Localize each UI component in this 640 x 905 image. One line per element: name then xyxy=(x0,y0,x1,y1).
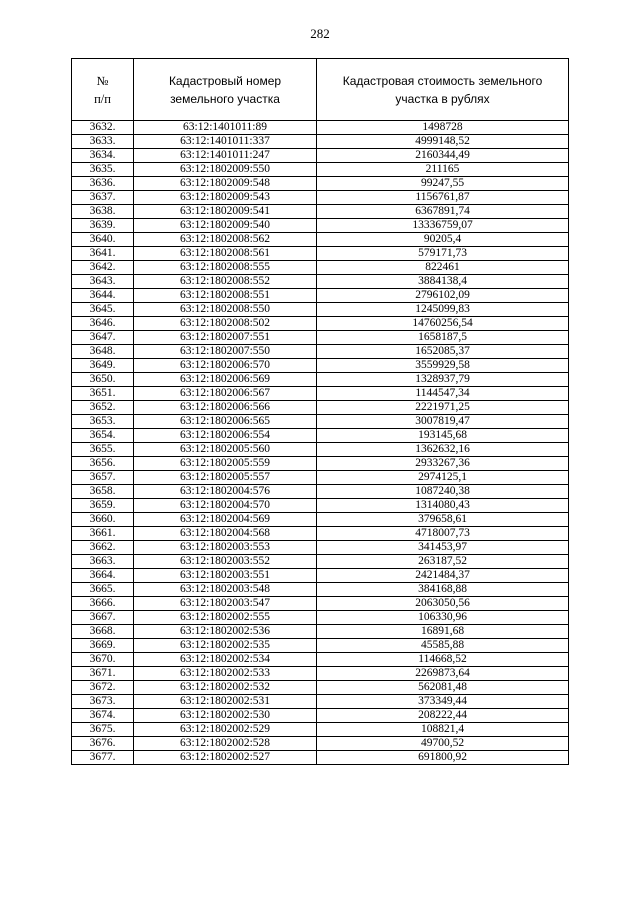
cadastral-value-cell: 1328937,79 xyxy=(317,373,569,387)
cadastral-number-cell: 63:12:1802002:532 xyxy=(134,681,317,695)
cadastral-number-cell: 63:12:1802002:528 xyxy=(134,737,317,751)
cadastral-number-cell: 63:12:1802008:561 xyxy=(134,247,317,261)
cadastral-number-cell: 63:12:1401011:89 xyxy=(134,121,317,135)
table-row xyxy=(72,723,569,737)
row-number-cell: 3675. xyxy=(72,723,134,737)
table-row xyxy=(72,681,569,695)
cadastral-number-cell: 63:12:1802007:550 xyxy=(134,345,317,359)
cadastral-value-cell: 1498728 xyxy=(317,121,569,135)
cadastral-value-cell: 4718007,73 xyxy=(317,527,569,541)
row-number-cell: 3677. xyxy=(72,751,134,765)
cadastral-value-cell: 3559929,58 xyxy=(317,359,569,373)
table-row xyxy=(72,751,569,765)
cadastral-number-cell: 63:12:1802003:553 xyxy=(134,541,317,555)
cadastral-value-cell: 1156761,87 xyxy=(317,191,569,205)
table-row xyxy=(72,345,569,359)
cadastral-number-cell: 63:12:1802009:550 xyxy=(134,163,317,177)
cadastral-number-cell: 63:12:1802008:550 xyxy=(134,303,317,317)
table-row xyxy=(72,275,569,289)
cadastral-value-cell: 6367891,74 xyxy=(317,205,569,219)
row-number-cell: 3644. xyxy=(72,289,134,303)
table-row xyxy=(72,555,569,569)
row-number-cell: 3672. xyxy=(72,681,134,695)
table-row xyxy=(72,331,569,345)
cadastral-number-cell: 63:12:1802008:562 xyxy=(134,233,317,247)
row-number-cell: 3637. xyxy=(72,191,134,205)
cadastral-value-cell: 1245099,83 xyxy=(317,303,569,317)
table-row xyxy=(72,317,569,331)
table-row xyxy=(72,541,569,555)
cadastral-number-cell: 63:12:1802008:502 xyxy=(134,317,317,331)
row-number-cell: 3645. xyxy=(72,303,134,317)
table-row xyxy=(72,303,569,317)
table-row xyxy=(72,135,569,149)
cadastral-value-cell: 341453,97 xyxy=(317,541,569,555)
header-cadastral-value xyxy=(317,59,569,121)
table-row xyxy=(72,709,569,723)
cadastral-number-cell: 63:12:1802008:555 xyxy=(134,261,317,275)
table-row xyxy=(72,261,569,275)
row-number-cell: 3643. xyxy=(72,275,134,289)
table-row xyxy=(72,289,569,303)
row-number-cell: 3648. xyxy=(72,345,134,359)
header-cadastral-number xyxy=(134,59,317,121)
cadastral-value-cell: 691800,92 xyxy=(317,751,569,765)
table-row xyxy=(72,653,569,667)
cadastral-value-cell: 384168,88 xyxy=(317,583,569,597)
cadastral-value-cell: 114668,52 xyxy=(317,653,569,667)
row-number-cell: 3656. xyxy=(72,457,134,471)
cadastral-number-cell: 63:12:1802002:535 xyxy=(134,639,317,653)
row-number-cell: 3632. xyxy=(72,121,134,135)
table-row xyxy=(72,387,569,401)
row-number-cell: 3657. xyxy=(72,471,134,485)
cadastral-number-cell: 63:12:1802002:527 xyxy=(134,751,317,765)
row-number-cell: 3633. xyxy=(72,135,134,149)
row-number-cell: 3647. xyxy=(72,331,134,345)
row-number-cell: 3653. xyxy=(72,415,134,429)
table-row xyxy=(72,373,569,387)
cadastral-number-cell: 63:12:1802005:557 xyxy=(134,471,317,485)
table-row xyxy=(72,219,569,233)
table-row xyxy=(72,443,569,457)
row-number-cell: 3642. xyxy=(72,261,134,275)
cadastral-value-cell: 263187,52 xyxy=(317,555,569,569)
row-number-cell: 3666. xyxy=(72,597,134,611)
cadastral-value-cell: 1087240,38 xyxy=(317,485,569,499)
cadastral-number-cell: 63:12:1802002:531 xyxy=(134,695,317,709)
cadastral-value-cell: 193145,68 xyxy=(317,429,569,443)
cadastral-value-cell: 49700,52 xyxy=(317,737,569,751)
cadastral-value-cell: 2933267,36 xyxy=(317,457,569,471)
cadastral-number-cell: 63:12:1802004:570 xyxy=(134,499,317,513)
cadastral-number-cell: 63:12:1802003:552 xyxy=(134,555,317,569)
cadastral-value-cell: 90205,4 xyxy=(317,233,569,247)
cadastral-number-cell: 63:12:1802009:540 xyxy=(134,219,317,233)
row-number-cell: 3662. xyxy=(72,541,134,555)
table-row xyxy=(72,177,569,191)
cadastral-value-cell: 579171,73 xyxy=(317,247,569,261)
cadastral-number-cell: 63:12:1802005:559 xyxy=(134,457,317,471)
cadastral-value-table xyxy=(71,58,569,765)
row-number-cell: 3641. xyxy=(72,247,134,261)
cadastral-number-cell: 63:12:1802002:530 xyxy=(134,709,317,723)
row-number-cell: 3635. xyxy=(72,163,134,177)
cadastral-number-cell: 63:12:1401011:247 xyxy=(134,149,317,163)
table-row xyxy=(72,359,569,373)
row-number-cell: 3660. xyxy=(72,513,134,527)
header-number-abbrev: п/п xyxy=(94,91,111,106)
row-number-cell: 3634. xyxy=(72,149,134,163)
table-row xyxy=(72,569,569,583)
row-number-cell: 3640. xyxy=(72,233,134,247)
table-header-row xyxy=(72,59,569,121)
table-row xyxy=(72,611,569,625)
cadastral-value-cell: 1658187,5 xyxy=(317,331,569,345)
cadastral-number-cell: 63:12:1802002:529 xyxy=(134,723,317,737)
cadastral-value-cell: 1652085,37 xyxy=(317,345,569,359)
cadastral-number-cell: 63:12:1802007:551 xyxy=(134,331,317,345)
row-number-cell: 3654. xyxy=(72,429,134,443)
row-number-cell: 3663. xyxy=(72,555,134,569)
cadastral-number-cell: 63:12:1802003:551 xyxy=(134,569,317,583)
row-number-cell: 3665. xyxy=(72,583,134,597)
cadastral-value-cell: 2421484,37 xyxy=(317,569,569,583)
row-number-cell: 3661. xyxy=(72,527,134,541)
cadastral-number-cell: 63:12:1802006:566 xyxy=(134,401,317,415)
cadastral-number-cell: 63:12:1802004:568 xyxy=(134,527,317,541)
table-row xyxy=(72,471,569,485)
cadastral-value-cell: 562081,48 xyxy=(317,681,569,695)
row-number-cell: 3650. xyxy=(72,373,134,387)
cadastral-value-cell: 108821,4 xyxy=(317,723,569,737)
row-number-cell: 3638. xyxy=(72,205,134,219)
cadastral-number-cell: 63:12:1802006:565 xyxy=(134,415,317,429)
row-number-cell: 3658. xyxy=(72,485,134,499)
table-row xyxy=(72,233,569,247)
page-number: 282 xyxy=(310,26,330,41)
cadastral-number-cell: 63:12:1802009:543 xyxy=(134,191,317,205)
row-number-cell: 3664. xyxy=(72,569,134,583)
row-number-cell: 3652. xyxy=(72,401,134,415)
table-row xyxy=(72,429,569,443)
table-row xyxy=(72,513,569,527)
cadastral-number-cell: 63:12:1802002:555 xyxy=(134,611,317,625)
cadastral-value-cell: 2796102,09 xyxy=(317,289,569,303)
table-row xyxy=(72,149,569,163)
row-number-cell: 3671. xyxy=(72,667,134,681)
cadastral-number-cell: 63:12:1802006:567 xyxy=(134,387,317,401)
cadastral-number-cell: 63:12:1802009:548 xyxy=(134,177,317,191)
cadastral-value-cell: 822461 xyxy=(317,261,569,275)
header-row-number xyxy=(72,59,134,121)
row-number-cell: 3669. xyxy=(72,639,134,653)
row-number-cell: 3670. xyxy=(72,653,134,667)
row-number-cell: 3668. xyxy=(72,625,134,639)
row-number-cell: 3651. xyxy=(72,387,134,401)
table-row xyxy=(72,639,569,653)
cadastral-value-cell: 2063050,56 xyxy=(317,597,569,611)
cadastral-number-cell: 63:12:1401011:337 xyxy=(134,135,317,149)
cadastral-value-cell: 3884138,4 xyxy=(317,275,569,289)
cadastral-number-cell: 63:12:1802006:570 xyxy=(134,359,317,373)
cadastral-number-cell: 63:12:1802002:534 xyxy=(134,653,317,667)
cadastral-number-cell: 63:12:1802002:533 xyxy=(134,667,317,681)
cadastral-value-cell: 2974125,1 xyxy=(317,471,569,485)
header-cadastral-value-text: Кадастровая стоимость земельного участка в рублях xyxy=(342,73,543,106)
cadastral-value-cell: 1144547,34 xyxy=(317,387,569,401)
table-row xyxy=(72,667,569,681)
table-row xyxy=(72,625,569,639)
table-row xyxy=(72,583,569,597)
cadastral-number-cell: 63:12:1802004:576 xyxy=(134,485,317,499)
cadastral-number-cell: 63:12:1802003:547 xyxy=(134,597,317,611)
cadastral-number-cell: 63:12:1802008:551 xyxy=(134,289,317,303)
table-row xyxy=(72,457,569,471)
table-row xyxy=(72,191,569,205)
cadastral-value-cell: 1362632,16 xyxy=(317,443,569,457)
row-number-cell: 3673. xyxy=(72,695,134,709)
cadastral-value-cell: 3007819,47 xyxy=(317,415,569,429)
cadastral-number-cell: 63:12:1802005:560 xyxy=(134,443,317,457)
cadastral-value-cell: 1314080,43 xyxy=(317,499,569,513)
cadastral-number-cell: 63:12:1802003:548 xyxy=(134,583,317,597)
row-number-cell: 3649. xyxy=(72,359,134,373)
cadastral-number-cell: 63:12:1802006:554 xyxy=(134,429,317,443)
cadastral-number-cell: 63:12:1802002:536 xyxy=(134,625,317,639)
cadastral-value-cell: 14760256,54 xyxy=(317,317,569,331)
row-number-cell: 3655. xyxy=(72,443,134,457)
cadastral-value-cell: 379658,61 xyxy=(317,513,569,527)
cadastral-number-cell: 63:12:1802004:569 xyxy=(134,513,317,527)
cadastral-value-cell: 211165 xyxy=(317,163,569,177)
cadastral-value-cell: 13336759,07 xyxy=(317,219,569,233)
table-row xyxy=(72,527,569,541)
row-number-cell: 3646. xyxy=(72,317,134,331)
cadastral-value-cell: 2221971,25 xyxy=(317,401,569,415)
table-row xyxy=(72,597,569,611)
cadastral-value-cell: 99247,55 xyxy=(317,177,569,191)
row-number-cell: 3674. xyxy=(72,709,134,723)
row-number-cell: 3676. xyxy=(72,737,134,751)
cadastral-number-cell: 63:12:1802008:552 xyxy=(134,275,317,289)
cadastral-value-cell: 2160344,49 xyxy=(317,149,569,163)
table-row xyxy=(72,121,569,135)
table-row xyxy=(72,163,569,177)
table-row xyxy=(72,485,569,499)
cadastral-value-cell: 106330,96 xyxy=(317,611,569,625)
row-number-cell: 3639. xyxy=(72,219,134,233)
header-number-sign: № xyxy=(96,73,109,88)
table-row xyxy=(72,401,569,415)
row-number-cell: 3659. xyxy=(72,499,134,513)
cadastral-value-cell: 4999148,52 xyxy=(317,135,569,149)
cadastral-value-cell: 2269873,64 xyxy=(317,667,569,681)
table-body xyxy=(72,121,569,765)
cadastral-value-cell: 373349,44 xyxy=(317,695,569,709)
table-row xyxy=(72,415,569,429)
header-cadastral-number-text: Кадастровый номер земельного участка xyxy=(168,73,282,106)
table-row xyxy=(72,205,569,219)
row-number-cell: 3667. xyxy=(72,611,134,625)
table-row xyxy=(72,247,569,261)
row-number-cell: 3636. xyxy=(72,177,134,191)
cadastral-number-cell: 63:12:1802006:569 xyxy=(134,373,317,387)
table-row xyxy=(72,695,569,709)
cadastral-value-cell: 208222,44 xyxy=(317,709,569,723)
table-row xyxy=(72,499,569,513)
cadastral-value-cell: 45585,88 xyxy=(317,639,569,653)
table-row xyxy=(72,737,569,751)
cadastral-number-cell: 63:12:1802009:541 xyxy=(134,205,317,219)
cadastral-value-cell: 16891,68 xyxy=(317,625,569,639)
